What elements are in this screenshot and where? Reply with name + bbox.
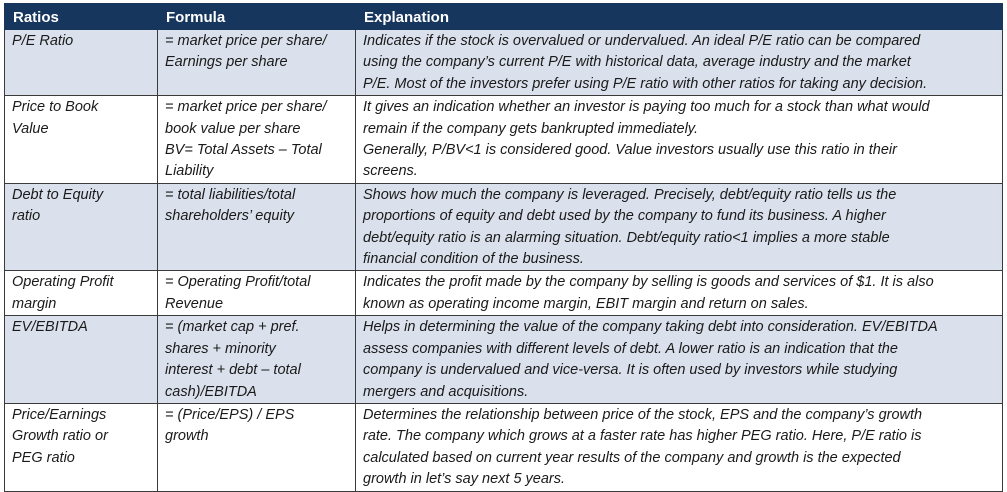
ratio-text: Price/Earnings (12, 406, 107, 423)
explanation-text: It gives an indication whether an investor is paying too much for a stock than what would (363, 99, 930, 116)
explanation-text: debt/equity ratio is an alarming situation. Debt/equity ratio<1 implies a more stable (363, 229, 890, 246)
explanation-text: screens. (363, 163, 418, 180)
explanation-text: Indicates if the stock is overvalued or undervalued. An ideal P/E ratio can be compared (363, 33, 921, 49)
table-row-operating-profit-margin (5, 271, 1003, 316)
explanation-text: calculated based on current year results of the company and growth is the expected (363, 449, 901, 466)
ratio-text: ratio (12, 208, 41, 225)
formula-cell (158, 271, 356, 316)
explanation-text: using the company’s current P/E with historical data, average industry and the market (363, 54, 911, 71)
explanation-text: remain if the company gets bankrupted immediately. (363, 120, 699, 137)
header-row (5, 4, 1003, 30)
ratio-text: P/E Ratio (12, 33, 74, 49)
formula-text: BV= Total Assets – Total (165, 142, 322, 159)
formula-cell (158, 403, 356, 491)
explanation-text: financial condition of the business. (363, 251, 584, 268)
formula-cell (158, 96, 356, 184)
explanation-text: assess companies with different levels of debt. A lower ratio is an indication that the (363, 340, 898, 357)
ratio-text: Debt to Equity (12, 186, 104, 203)
formula-text: cash)/EBITDA (165, 383, 257, 400)
formula-text: shareholders’ equity (165, 208, 294, 225)
ratio-text: Growth ratio or (12, 428, 108, 445)
ratio-cell (5, 96, 158, 184)
table-row-price-to-book (5, 96, 1003, 184)
explanation-text: Determines the relationship between price of the stock, EPS and the company’s growth (363, 406, 923, 423)
table-row-ev-ebitda (5, 316, 1003, 404)
formula-cell (158, 316, 356, 404)
explanation-text: Shows how much the company is leveraged. Precisely, debt/equity ratio tells us the (363, 186, 897, 203)
header-explanation: Explanation (356, 4, 1003, 30)
explanation-text: proportions of equity and debt used by the company to fund its business. A higher (363, 208, 886, 225)
explanation-text: P/E. Most of the investors prefer using P/E ratio with other ratios for taking any decision. (363, 75, 928, 92)
explanation-text: company is undervalued and vice-versa. It is often used by investors while studying (363, 362, 898, 379)
formula-text: shares + minority (165, 340, 276, 357)
explanation-text: Helps in determining the value of the company taking debt into consideration. EV/EBITDA (363, 319, 938, 336)
formula-text: = Operating Profit/total (165, 274, 311, 291)
formula-text: growth (165, 428, 209, 445)
explanation-cell (356, 403, 1003, 491)
table-row-debt-to-equity (5, 183, 1003, 271)
explanation-text: rate. The company which grows at a faster rate has higher PEG ratio. Here, P/E ratio is (363, 428, 922, 445)
ratio-cell (5, 271, 158, 316)
ratio-text: EV/EBITDA (12, 319, 88, 336)
formula-text: = (Price/EPS) / EPS (165, 406, 295, 423)
explanation-cell (356, 271, 1003, 316)
explanation-text: Generally, P/BV<1 is considered good. Value investors usually use this ratio in their (363, 142, 897, 159)
formula-text: = total liabilities/total (165, 186, 296, 203)
ratio-cell (5, 316, 158, 404)
formula-text: Revenue (165, 295, 224, 312)
formula-cell (158, 183, 356, 271)
explanation-cell (356, 96, 1003, 184)
explanation-text: growth in let’s say next 5 years. (363, 471, 566, 488)
explanation-text: mergers and acquisitions. (363, 383, 529, 400)
formula-text: interest + debt – total (165, 362, 301, 379)
formula-text: Liability (165, 163, 214, 180)
ratio-text: Operating Profit (12, 274, 114, 291)
explanation-cell (356, 316, 1003, 404)
explanation-text: known as operating income margin, EBIT margin and return on sales. (363, 295, 809, 312)
ratio-cell (5, 183, 158, 271)
explanation-text: Indicates the profit made by the company by selling is goods and services of $1. It is also (363, 274, 934, 291)
explanation-cell (356, 183, 1003, 271)
formula-text: = (market cap + pref. (165, 319, 300, 336)
ratio-cell (5, 403, 158, 491)
header-formula: Formula (158, 4, 356, 30)
formula-text: = market price per share/ (165, 33, 327, 49)
formula-cell (158, 30, 356, 96)
explanation-cell (356, 30, 1003, 96)
table-row-peg-ratio (5, 403, 1003, 491)
table-row-pe-ratio (5, 30, 1003, 96)
ratio-cell (5, 30, 158, 96)
header-ratios: Ratios (5, 4, 158, 30)
ratio-text: Value (12, 120, 49, 137)
ratio-text: Price to Book (12, 99, 99, 116)
formula-text: = market price per share/ (165, 99, 327, 116)
ratio-text: PEG ratio (12, 449, 75, 466)
formula-text: Earnings per share (165, 54, 288, 71)
formula-text: book value per share (165, 120, 301, 137)
ratio-text: margin (12, 295, 57, 312)
ratios-table (4, 3, 1003, 492)
